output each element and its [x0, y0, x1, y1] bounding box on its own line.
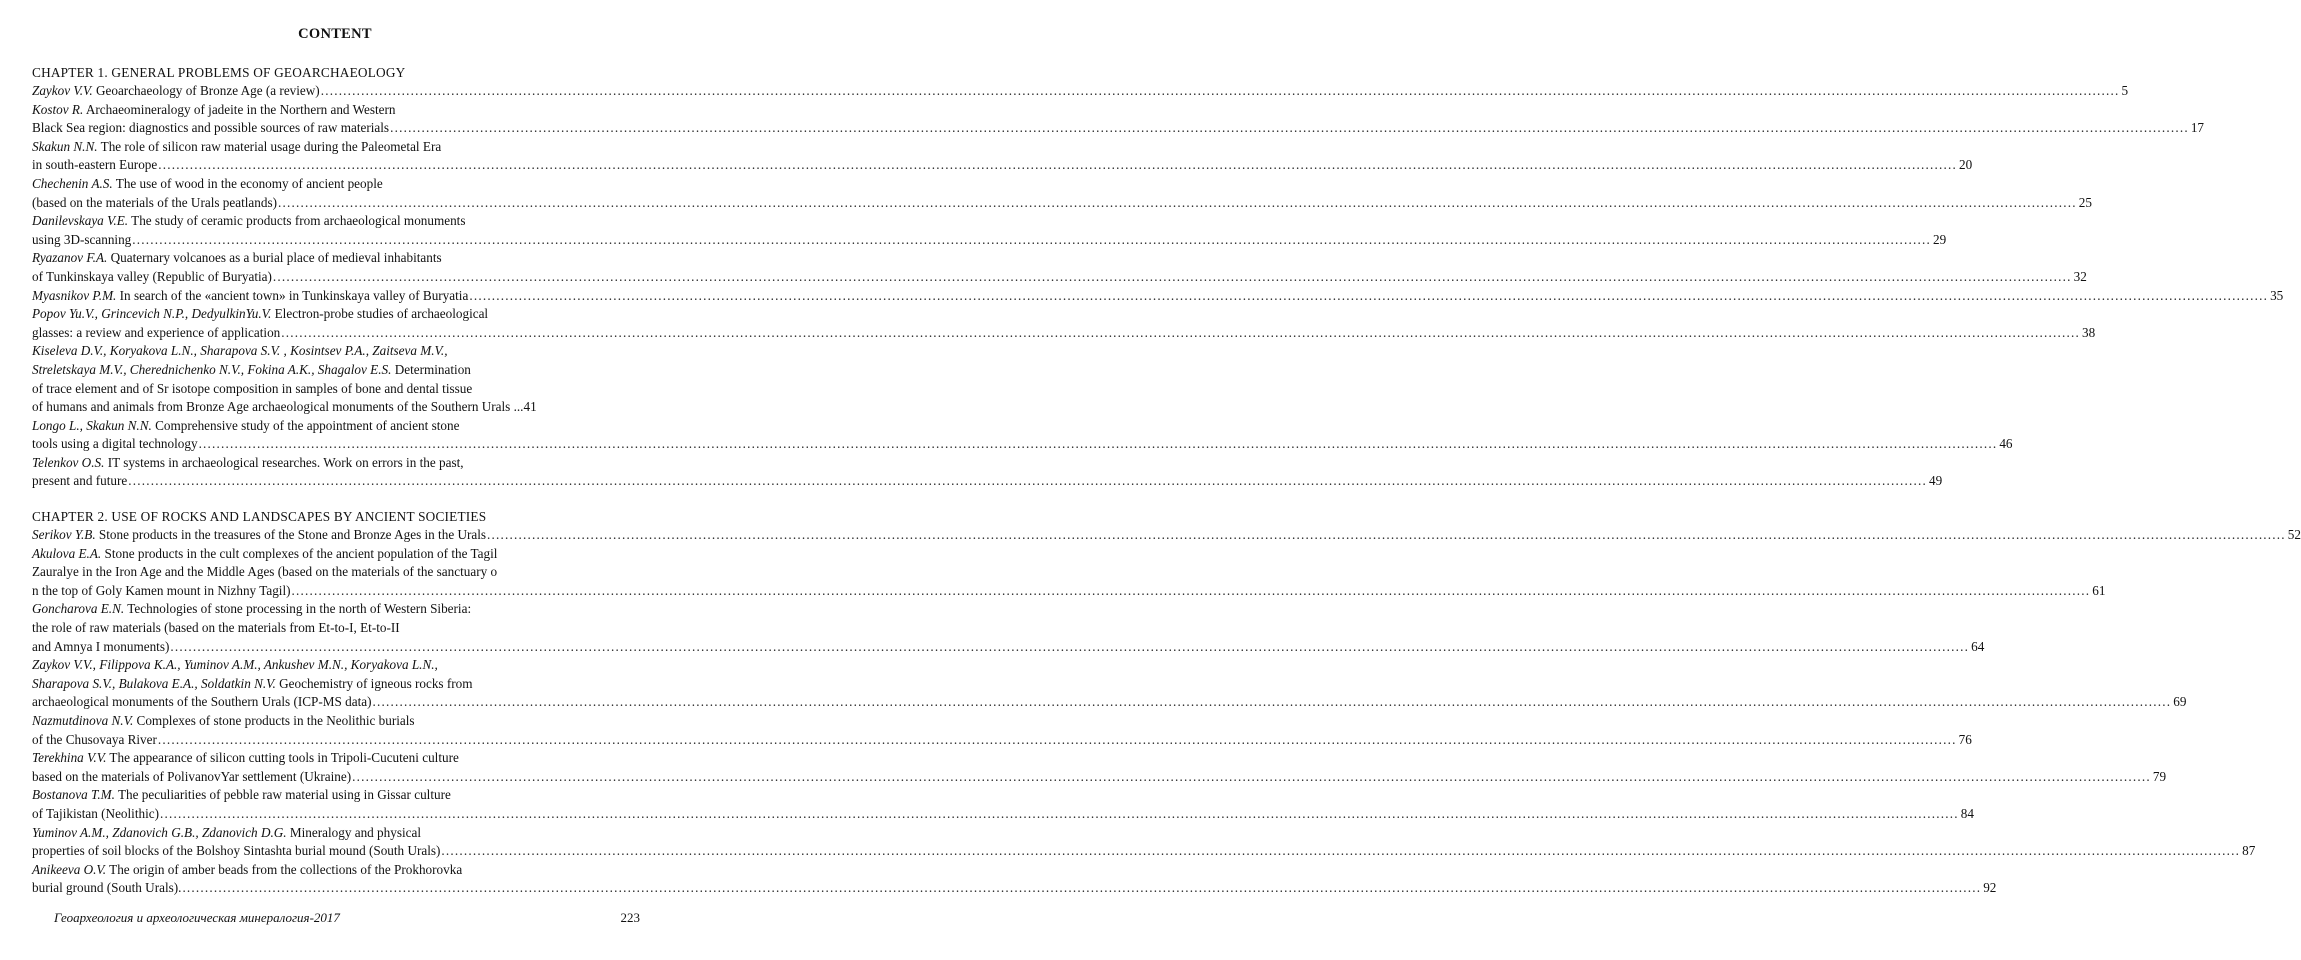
entry-page-number: 87	[2242, 843, 2256, 859]
entry-title: and Amnya I monuments)	[32, 638, 170, 654]
entry-page-number: 46	[1999, 436, 2013, 452]
entry-page-number: 5	[2121, 83, 2129, 98]
entry-title: Zauralye in the Iron Age and the Middle Ages (based on the materials of the sanctuary o	[32, 564, 498, 580]
dot-leader: ................................................................................................................................................................................................................................................................................................................................................................................................................	[441, 843, 2241, 859]
toc-entry-line	[32, 361, 630, 380]
entry-title: The use of wood in the economy of ancient people	[112, 175, 383, 191]
entry-title: tools using a digital technology	[32, 436, 198, 452]
entry-title: The peculiarities of pebble raw material using in Gissar culture	[114, 787, 451, 803]
entry-title: Black Sea region: diagnostics and possible sources of raw materials	[32, 120, 390, 136]
toc-entry-line	[32, 435, 2013, 454]
toc-entry-line	[32, 731, 1972, 750]
entry-page-number: 61	[2092, 582, 2106, 598]
toc-entry-line	[32, 842, 2256, 861]
entry-authors: Telenkov O.S.	[32, 454, 105, 470]
entry-authors: Goncharova E.N.	[32, 601, 125, 617]
entry-title: Comprehensive study of the appointment of ancient stone	[151, 417, 460, 433]
entry-title: of humans and animals from Bronze Age archaeological monuments of the Southern Urals ...41	[32, 399, 537, 415]
dot-leader: ................................................................................................................................................................................................................................................................................................................................................................................................................	[160, 805, 1959, 821]
toc-entry-line	[32, 287, 2284, 306]
toc-entry-line	[32, 472, 1943, 491]
toc-entry-line	[32, 305, 630, 324]
dot-leader: ................................................................................................................................................................................................................................................................................................................................................................................................................	[469, 287, 2269, 303]
entry-authors: Terekhina V.V.	[32, 750, 107, 766]
entry-authors: Longo L., Skakun N.N.	[32, 417, 152, 433]
entry-title: Determination	[391, 361, 471, 377]
entry-authors: Sharapova S.V., Bulakova E.A., Soldatkin N.V.	[32, 675, 276, 691]
toc-entry-line	[32, 454, 630, 473]
running-title: Геоархеология и археологическая минералогия-2017	[54, 910, 340, 925]
toc-entry-line	[32, 545, 630, 564]
chapter-section	[32, 64, 2284, 491]
entry-title: Electron-probe studies of archaeological	[271, 306, 489, 322]
toc-entry-line	[32, 563, 630, 582]
dot-leader: ................................................................................................................................................................................................................................................................................................................................................................................................................	[277, 194, 2077, 210]
entry-title: based on the materials of PolivanovYar settlement (Ukraine)	[32, 768, 352, 784]
entry-authors: Popov Yu.V., Grincevich N.P., DedyulkinYu.V.	[32, 306, 272, 322]
toc-entry-line	[32, 638, 1985, 657]
entry-title: using 3D-scanning	[32, 231, 132, 247]
dot-leader: ................................................................................................................................................................................................................................................................................................................................................................................................................	[198, 436, 1998, 452]
entry-title: Geochemistry of igneous rocks from	[275, 675, 473, 691]
toc-entry-line	[32, 879, 1997, 898]
entry-page-number: 17	[2190, 120, 2205, 136]
entry-authors: Bostanova T.M.	[32, 787, 115, 803]
entry-title: Mineralogy and physical	[286, 824, 421, 840]
toc-entry-line	[32, 861, 630, 880]
entry-authors: Kiseleva D.V., Koryakova L.N., Sharapova S.V. , Kosintsev P.A., Zaitseva M.V.,	[32, 343, 448, 359]
entry-title: properties of soil blocks of the Bolshoy Sintashta burial mound (South Urals)	[32, 843, 441, 859]
entry-title: in south-eastern Europe	[32, 157, 158, 173]
entry-page-number: 84	[1960, 805, 1974, 821]
chapter-heading: CHAPTER 1. GENERAL PROBLEMS OF GEOARCHAEOLOGY	[32, 65, 406, 80]
entry-authors: Zaykov V.V.	[32, 83, 93, 98]
entry-title: Technologies of stone processing in the north of Western Siberia:	[124, 601, 472, 617]
entry-title: The appearance of silicon cutting tools in Tripoli-Cucuteni culture	[106, 750, 459, 766]
dot-leader: ................................................................................................................................................................................................................................................................................................................................................................................................................	[281, 324, 2081, 340]
toc-entry-line	[32, 101, 630, 120]
entry-title: of Tajikistan (Neolithic)	[32, 805, 160, 821]
entry-authors: Nazmutdinova N.V.	[32, 712, 134, 728]
entry-title: IT systems in archaeological researches. Work on errors in the past,	[104, 454, 464, 470]
dot-leader: ................................................................................................................................................................................................................................................................................................................................................................................................................	[132, 231, 1932, 247]
dot-leader: ................................................................................................................................................................................................................................................................................................................................................................................................................	[128, 473, 1927, 489]
dot-leader: ................................................................................................................................................................................................................................................................................................................................................................................................................	[372, 694, 2172, 710]
dot-leader: ................................................................................................................................................................................................................................................................................................................................................................................................................	[291, 582, 2091, 598]
toc-entry-line	[32, 156, 1973, 175]
entry-title: The origin of amber beads from the collections of the Prokhorovka	[106, 861, 463, 877]
toc-entry-line	[32, 675, 630, 694]
entry-title: of trace element and of Sr isotope composition in samples of bone and dental tissue	[32, 380, 473, 396]
toc-entry-line	[32, 380, 630, 399]
toc-entry-line	[32, 324, 2096, 343]
entry-page-number: 49	[1928, 473, 1943, 489]
dot-leader: ................................................................................................................................................................................................................................................................................................................................................................................................................	[182, 880, 1982, 896]
entry-page-number: 76	[1958, 731, 1972, 747]
entry-page-number: 92	[1983, 880, 1997, 896]
entry-authors: Akulova E.A.	[32, 545, 102, 561]
entry-authors: Danilevskaya V.E.	[32, 213, 129, 229]
toc-entry-line	[32, 582, 2106, 601]
toc-entry-line	[32, 249, 630, 268]
entry-title: present and future	[32, 473, 128, 489]
toc-entry-line	[32, 268, 2087, 287]
chapter-section	[32, 508, 2301, 898]
toc-entry-line	[32, 824, 630, 843]
entry-title: the role of raw materials (based on the materials from Et-to-I, Et-to-II	[32, 619, 400, 635]
dot-leader: ................................................................................................................................................................................................................................................................................................................................................................................................................	[157, 731, 1957, 747]
entry-title: burial ground (South Urals).	[32, 880, 182, 896]
page-title: CONTENT	[298, 26, 372, 42]
entry-title: In search of the «ancient town» in Tunkinskaya valley of Buryatia	[116, 287, 469, 303]
toc-entry-line	[32, 342, 630, 361]
entry-page-number: 20	[1959, 157, 1973, 173]
toc-entry-line	[32, 212, 630, 231]
entry-title: of Tunkinskaya valley (Republic of Buryatia)	[32, 268, 272, 284]
entry-title: n the top of Goly Kamen mount in Nizhny Tagil)	[32, 582, 291, 598]
dot-leader: ................................................................................................................................................................................................................................................................................................................................................................................................................	[487, 527, 2286, 542]
entry-title: Stone products in the treasures of the Stone and Bronze Ages in the Urals	[95, 527, 487, 542]
toc-entry-line	[32, 119, 2205, 138]
toc-entry-line	[32, 138, 630, 157]
entry-page-number: 52	[2287, 527, 2301, 542]
toc-entry-line	[32, 194, 2092, 213]
entry-authors: Serikov Y.B.	[32, 527, 96, 542]
entry-page-number: 64	[1971, 638, 1985, 654]
entry-authors: Ryazanov F.A.	[32, 250, 108, 266]
toc-entry-line	[32, 82, 2129, 101]
entry-title: Geoarchaeology of Bronze Age (a review)	[92, 83, 320, 98]
chapter-heading: CHAPTER 2. USE OF ROCKS AND LANDSCAPES BY ANCIENT SOCIETIES	[32, 509, 487, 524]
entry-title: archaeological monuments of the Southern Urals (ICP-MS data)	[32, 694, 372, 710]
entry-authors: Skakun N.N.	[32, 138, 98, 154]
entry-authors: Yuminov A.M., Zdanovich G.B., Zdanovich D.G.	[32, 824, 287, 840]
entry-authors: Chechenin A.S.	[32, 175, 113, 191]
toc-entry-line	[32, 712, 630, 731]
toc-entry-line	[32, 526, 2301, 545]
entry-title: Complexes of stone products in the Neolithic burials	[133, 712, 415, 728]
toc-entry-line	[32, 805, 1974, 824]
entry-title: glasses: a review and experience of application	[32, 324, 281, 340]
toc-entry-line	[32, 417, 630, 436]
entry-page-number: 35	[2270, 287, 2284, 303]
toc-entry-line	[32, 619, 630, 638]
dot-leader: ................................................................................................................................................................................................................................................................................................................................................................................................................	[272, 268, 2072, 284]
page-number: 223	[620, 910, 640, 925]
entry-authors: Kostov R.	[32, 101, 84, 117]
entry-title: Archaeomineralogy of jadeite in the Northern and Western	[83, 101, 396, 117]
toc-entry-line	[32, 175, 630, 194]
entry-page-number: 79	[2152, 768, 2167, 784]
toc-entry-line	[32, 600, 630, 619]
dot-leader: ................................................................................................................................................................................................................................................................................................................................................................................................................	[320, 83, 2120, 98]
entry-authors: Zaykov V.V., Filippova K.A., Yuminov A.M., Ankushev M.N., Koryakova L.N.,	[32, 657, 438, 673]
entry-title: The role of silicon raw material usage during the Paleometal Era	[97, 138, 442, 154]
entry-title: Quaternary volcanoes as a burial place of medieval inhabitants	[107, 250, 442, 266]
toc-entry-line	[32, 786, 630, 805]
entry-authors: Streletskaya M.V., Cherednichenko N.V., Fokina A.K., Shagalov E.S.	[32, 361, 392, 377]
dot-leader: ................................................................................................................................................................................................................................................................................................................................................................................................................	[352, 768, 2151, 784]
entry-page-number: 69	[2173, 694, 2187, 710]
entry-authors: Myasnikov P.M.	[32, 287, 117, 303]
entry-title: (based on the materials of the Urals peatlands)	[32, 194, 277, 210]
entry-title: Stone products in the cult complexes of the ancient population of the Tagil	[101, 545, 498, 561]
dot-leader: ................................................................................................................................................................................................................................................................................................................................................................................................................	[170, 638, 1970, 654]
toc-entry-line	[32, 693, 2187, 712]
toc-entry-line	[32, 231, 1947, 250]
entry-title: The study of ceramic products from archaeological monuments	[128, 213, 466, 229]
entry-page-number: 32	[2073, 268, 2087, 284]
toc-entry-line	[32, 749, 630, 768]
toc-entry-line	[32, 656, 630, 675]
entry-title: of the Chusovaya River	[32, 731, 157, 747]
entry-page-number: 29	[1933, 231, 1947, 247]
entry-page-number: 38	[2082, 324, 2096, 340]
toc-entry-line	[32, 768, 2167, 787]
entry-authors: Anikeeva O.V.	[32, 861, 107, 877]
toc-entry-line	[32, 398, 630, 417]
entry-page-number: 25	[2078, 194, 2092, 210]
dot-leader: ................................................................................................................................................................................................................................................................................................................................................................................................................	[158, 157, 1957, 173]
dot-leader: ................................................................................................................................................................................................................................................................................................................................................................................................................	[390, 120, 2189, 136]
